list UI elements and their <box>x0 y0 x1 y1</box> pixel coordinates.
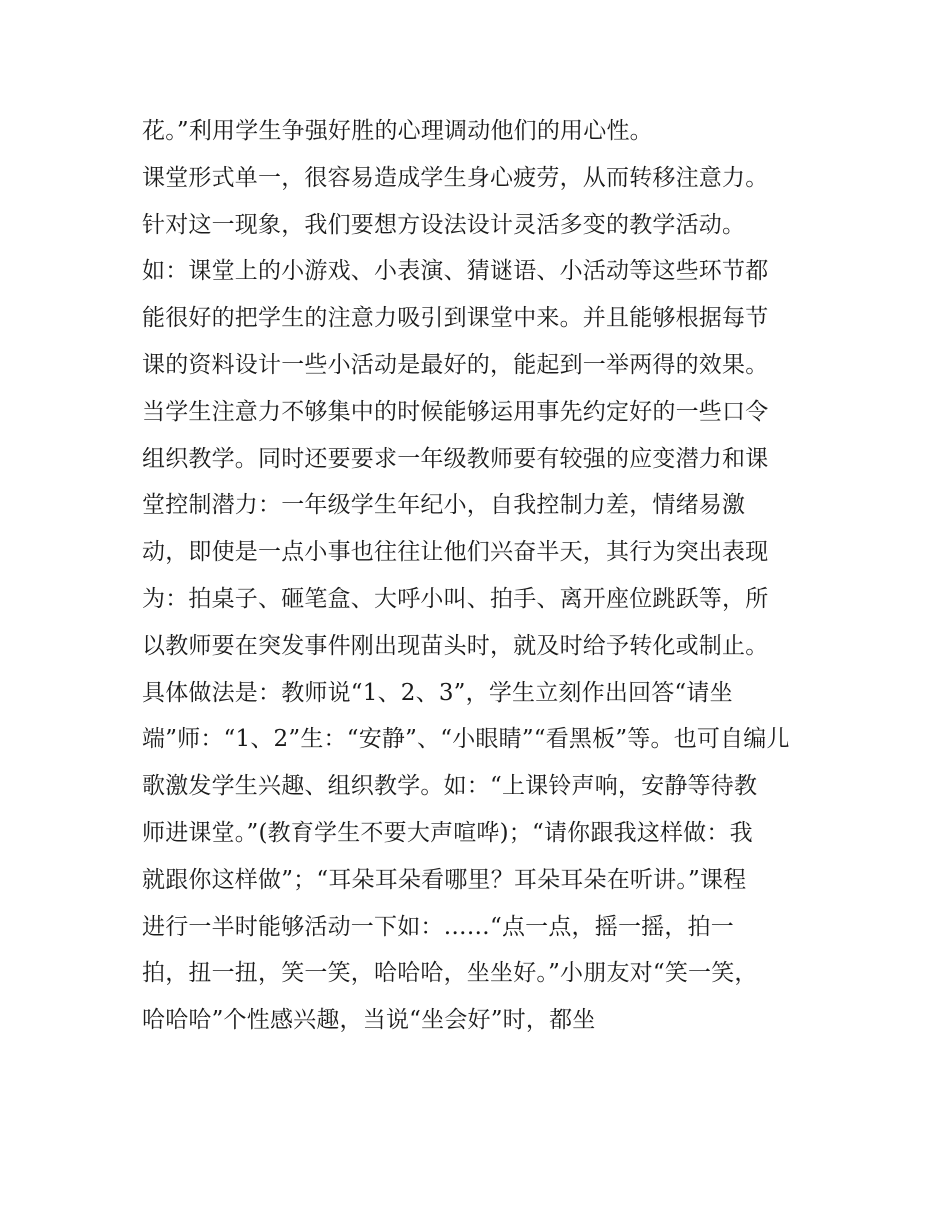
text-line: 拍，扭一扭，笑一笑，哈哈哈，坐坐好。”小朋友对“笑一笑， <box>142 960 758 987</box>
text-line: 进行一半时能够活动一下如：……“点一点，摇一摇，拍一 <box>142 913 734 940</box>
text-line: 当学生注意力不够集中的时候能够运用事先约定好的一些口令 <box>142 398 769 425</box>
text-line: 组织教学。同时还要要求一年级教师要有较强的应变潜力和课 <box>142 445 769 472</box>
text-line: 端”师：“1、2”生：“安静”、“小眼睛”“看黑板”等。也可自编儿 <box>142 726 790 753</box>
body-text <box>142 108 832 1044</box>
text-line: 堂控制潜力：一年级学生年纪小，自我控制力差，情绪易激 <box>142 492 746 519</box>
text-line: 哈哈哈”个性感兴趣，当说“坐会好”时，都坐 <box>142 1007 596 1034</box>
text-line: 如：课堂上的小游戏、小表演、猜谜语、小活动等这些环节都 <box>142 258 769 285</box>
text-line: 针对这一现象，我们要想方设法设计灵活多变的教学活动。 <box>142 211 746 238</box>
text-line: 歌激发学生兴趣、组织教学。如：“上课铃声响，安静等待教 <box>142 773 758 800</box>
text-line: 能很好的把学生的注意力吸引到课堂中来。并且能够根据每节 <box>142 305 769 332</box>
text-line: 花。”利用学生争强好胜的心理调动他们的用心性。 <box>142 118 653 144</box>
text-line: 课堂形式单一，很容易造成学生身心疲劳，从而转移注意力。 <box>142 164 769 191</box>
text-line: 为：拍桌子、砸笔盒、大呼小叫、拍手、离开座位跳跃等，所 <box>142 585 769 612</box>
text-line: 就跟你这样做”；“耳朵耳朵看哪里？耳朵耳朵在听讲。”课程 <box>142 866 747 893</box>
text-line: 以教师要在突发事件刚出现苗头时，就及时给予转化或制止。 <box>142 632 769 659</box>
text-line: 动，即使是一点小事也往往让他们兴奋半天，其行为突出表现 <box>142 539 769 566</box>
text-line: 师进课堂。”(教育学生不要大声喧哗)；“请你跟我这样做：我 <box>142 819 753 846</box>
text-line: 课的资料设计一些小活动是最好的，能起到一举两得的效果。 <box>142 351 769 378</box>
text-line: 具体做法是：教师说“1、2、3”，学生立刻作出回答“请坐 <box>142 679 733 706</box>
